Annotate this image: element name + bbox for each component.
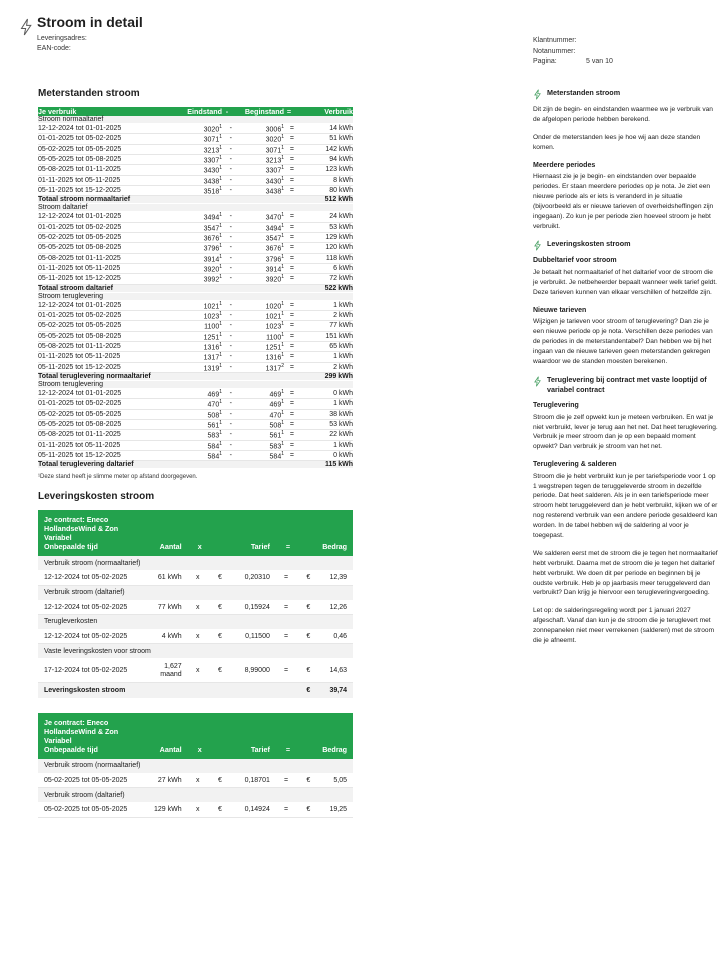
row-eindstand: 1319$^1$	[170, 362, 222, 372]
table-row: 01-01-2025 tot 05-02-2025 1023$^1$ - 1021$^1$ = 2 kWh	[38, 310, 353, 321]
row-period: 01-11-2025 tot 05-11-2025	[38, 175, 170, 185]
row-period: 12-12-2024 tot 05-02-2025	[38, 600, 137, 614]
group-label: Terugleverkosten	[38, 614, 353, 629]
sidebar-subheading: Nieuwe tarieven	[533, 306, 587, 314]
row-verbruik: 1 kWh	[294, 440, 353, 450]
sidebar-paragraph: Hiernaast zie je je begin- en eindstanden over bepaalde periodes. Er staan meerdere periodes op je nota. Je ziet een nieuwe periode als er iets is veranderd in je situatie (bijvoorbeeld als er nieuwe tarieven of overheidsheffingen zijn ingegaan). Zo kun je per periode zien hoeveel stroom je hebt verbruikt.	[533, 173, 714, 230]
row-period: 05-02-2025 tot 05-05-2025	[38, 144, 170, 154]
row-currency-2: €	[296, 629, 316, 643]
col-eindstand: Eindstand	[170, 107, 222, 116]
row-bedrag: 14,63	[316, 659, 353, 682]
row-verbruik: 80 kWh	[294, 185, 353, 195]
table-row	[38, 124, 353, 134]
row-verbruik: 2 kWh	[294, 362, 353, 372]
meta-row	[533, 47, 723, 58]
row-eindstand: 1023$^1$	[170, 310, 222, 320]
row-aantal: 4 kWh	[137, 629, 188, 643]
row-beginstand: 3796$^1$	[232, 253, 284, 263]
sidebar-subheading: Teruglevering	[533, 402, 579, 410]
row-currency-2: €	[296, 803, 316, 817]
bolt-icon	[533, 89, 542, 100]
row-eindstand: 3920$^1$	[170, 263, 222, 273]
row-bedrag: 12,39	[316, 571, 353, 585]
row-beginstand: $583^1$	[232, 440, 284, 450]
table-row: 05-11-2025 tot 15-12-2025 3518$^1$ - 3438$^1$ = 80 kWh	[38, 185, 353, 196]
sidebar-paragraph: Stroom die je hebt verbruikt kun je per tariefsperiode voor 1 op 1 wegstrepen tegen de teruggeleverde stroom in dezelfde periode. Dat heet salderen. Als je in een tariefsperiode meer stroom hebt teruggeleverd dan je hebt verbruikt, kijken we of er nog resterend verbruik van een andere periode gesaldeerd kan worden. In de tabel hebben wij de saldering al voor je toegepast.	[533, 472, 718, 540]
group-header-row	[38, 556, 353, 571]
row-eindstand: 1317$^1$	[170, 352, 222, 362]
row-period: 12-12-2024 tot 01-01-2025	[38, 388, 170, 398]
table-row: 05-02-2025 tot 05-05-2025 1100$^1$ - 1023$^1$ = 77 kWh	[38, 321, 353, 331]
row-beginstand: 1023$^1$	[232, 321, 284, 331]
row-aantal: 61 kWh	[137, 571, 188, 585]
table-row: 05-08-2025 tot 01-11-2025 $583^1$ - $561^1$ = 22 kWh	[38, 430, 353, 440]
row-period: 05-02-2025 tot 05-05-2025	[38, 321, 170, 331]
col-equals: =	[276, 713, 296, 759]
row-verbruik: 6 kWh	[294, 263, 353, 273]
row-period: 05-08-2025 tot 01-11-2025	[38, 253, 170, 263]
table-row	[38, 659, 353, 682]
table-row: 05-11-2025 tot 15-12-2025 3992$^1$ - 3920$^1$ = 72 kWh	[38, 274, 353, 284]
row-period: 05-11-2025 tot 15-12-2025	[38, 362, 170, 372]
sidebar-block-meterstanden	[533, 88, 718, 231]
group-label: Verbruik stroom (normaaltarief)	[38, 556, 353, 571]
row-currency-1: €	[208, 571, 228, 585]
row-verbruik: 151 kWh	[294, 331, 353, 341]
row-eindstand: 1021$^1$	[170, 300, 222, 310]
row-verbruik: 53 kWh	[294, 419, 353, 429]
row-beginstand: 3006$^1$	[232, 124, 284, 134]
row-eindstand: 3547$^1$	[170, 222, 222, 232]
document-meta	[533, 36, 723, 68]
bolt-icon	[533, 376, 542, 387]
group-total-row	[38, 372, 353, 380]
row-beginstand: $561^1$	[232, 430, 284, 440]
col-equals: =	[276, 510, 296, 556]
table-row: 01-11-2025 tot 05-11-2025 3920$^1$ - 3914$^1$ = 6 kWh	[38, 263, 353, 274]
row-tarief: 0,11500	[228, 629, 276, 643]
row-equals: =	[276, 773, 296, 787]
row-eindstand: 3307$^1$	[170, 154, 222, 164]
row-period: 12-12-2024 tot 01-01-2025	[38, 124, 170, 134]
row-eindstand: 3438$^1$	[170, 175, 222, 185]
table-row: 05-05-2025 tot 05-08-2025 $561^1$ - $508^1$ = 53 kWh	[38, 419, 353, 430]
row-period: 05-05-2025 tot 05-08-2025	[38, 243, 170, 253]
row-eindstand: 1316$^1$	[170, 341, 222, 351]
group-header-row	[38, 292, 353, 300]
row-period: 05-11-2025 tot 15-12-2025	[38, 274, 170, 284]
page-number-label: Pagina:	[533, 58, 557, 65]
row-currency-2: €	[296, 571, 316, 585]
sidebar-paragraph: Je betaalt het normaaltarief of het daltarief voor de stroom die je verbruikt. Je netbeheerder bepaalt wanneer welk tarief geldt. Deze tarieven kunnen van elkaar verschillen of hetzelfde zijn.	[533, 268, 718, 296]
row-eindstand: 3914$^1$	[170, 253, 222, 263]
table-row	[38, 629, 353, 643]
row-times: x	[188, 659, 208, 682]
table-row: 01-01-2025 tot 05-02-2025 $470^1$ - $469^1$ = 1 kWh	[38, 399, 353, 409]
row-times: x	[188, 773, 208, 787]
sidebar-subheading: Meerdere periodes	[533, 161, 596, 169]
col-bedrag: Bedrag	[316, 510, 353, 556]
bolt-icon	[18, 18, 34, 36]
table-total-row	[38, 682, 353, 698]
row-eindstand: 3494$^1$	[170, 212, 222, 222]
group-label: Verbruik stroom (daltarief)	[38, 585, 353, 600]
row-currency-1: €	[208, 803, 228, 817]
total-label: Totaal stroom daltarief	[38, 284, 294, 292]
col-equals: =	[284, 107, 294, 116]
table-row: 12-12-2024 tot 01-01-2025 3494$^1$ - 3470$^1$ = 24 kWh	[38, 212, 353, 222]
meter-readings-table	[38, 107, 353, 469]
row-beginstand: $470^1$	[232, 409, 284, 419]
document-header	[10, 14, 510, 54]
row-eindstand: 3430$^1$	[170, 165, 222, 175]
row-eindstand: 1251$^1$	[170, 331, 222, 341]
total-value: 115 kWh	[294, 461, 353, 469]
table-footnote: ¹Deze stand heeft je slimme meter op afstand doorgegeven.	[38, 474, 198, 481]
row-verbruik: 2 kWh	[294, 310, 353, 320]
customer-number-label: Klantnummer:	[533, 37, 577, 44]
table-row: 05-05-2025 tot 05-08-2025 1251$^1$ - 1100$^1$ = 151 kWh	[38, 331, 353, 341]
table-row: 12-12-2024 tot 01-01-2025 1021$^1$ - 1020$^1$ = 1 kWh	[38, 300, 353, 310]
meta-row	[533, 36, 723, 47]
table-row: 05-02-2025 tot 05-05-2025 $508^1$ - $470^1$ = 38 kWh	[38, 409, 353, 419]
row-currency-2: €	[296, 773, 316, 787]
row-beginstand: 3676$^1$	[232, 243, 284, 253]
row-currency-1: €	[208, 659, 228, 682]
row-eindstand: 3796$^1$	[170, 243, 222, 253]
sidebar-paragraph: We salderen eerst met de stroom die je tegen het normaaltarief hebt verbruikt. Daarna met de stroom die je tegen het daltarief hebt verbruikt. We doen dit per periode en beginnen bij je oudste verbruik. Heb je op jaarbasis meer teruggeleverd dan verbruikt? Dan krijg je hiervoor een terugleveringvergoeding.	[533, 549, 718, 597]
row-period: 05-11-2025 tot 15-12-2025	[38, 450, 170, 460]
table-row: 05-08-2025 tot 01-11-2025 3914$^1$ - 3796$^1$ = 118 kWh	[38, 253, 353, 263]
row-equals: =	[276, 803, 296, 817]
group-label: Vaste leveringskosten voor stroom	[38, 644, 353, 659]
ean-code-label: EAN-code:	[37, 45, 71, 53]
row-beginstand: $469^1$	[232, 399, 284, 409]
row-bedrag: 5,05	[316, 773, 353, 787]
table-row: 01-01-2025 tot 05-02-2025 3071$^1$ - 3020$^1$ = 51 kWh	[38, 134, 353, 144]
table-row	[38, 571, 353, 585]
row-period: 01-01-2025 tot 05-02-2025	[38, 399, 170, 409]
row-verbruik: 24 kWh	[294, 212, 353, 222]
table-row: 05-08-2025 tot 01-11-2025 1316$^1$ - 1251$^1$ = 65 kWh	[38, 341, 353, 352]
row-eindstand: 3071$^1$	[170, 134, 222, 144]
row-beginstand: 3020$^1$	[232, 134, 284, 144]
group-label: Stroom daltarief	[38, 204, 353, 212]
col-tarief: Tarief	[228, 510, 276, 556]
row-bedrag: 19,25	[316, 803, 353, 817]
section-title-leveringskosten: Leveringskosten stroom	[38, 491, 155, 503]
row-verbruik: 123 kWh	[294, 165, 353, 175]
table-row: 05-11-2025 tot 15-12-2025 1319$^1$ - 1317$^2$ = 2 kWh	[38, 362, 353, 372]
row-period: 01-11-2025 tot 05-11-2025	[38, 440, 170, 450]
sidebar-heading: Leveringskosten stroom	[547, 239, 631, 249]
row-period: 12-12-2024 tot 05-02-2025	[38, 629, 137, 643]
row-equals: =	[276, 571, 296, 585]
row-period: 12-12-2024 tot 01-01-2025	[38, 212, 170, 222]
row-eindstand: $469^1$	[170, 388, 222, 398]
row-tarief: 0,14924	[228, 803, 276, 817]
col-verbruik: Je verbruik	[38, 107, 170, 116]
row-times: x	[188, 600, 208, 614]
row-times: x	[188, 571, 208, 585]
row-verbruik: 8 kWh	[294, 175, 353, 185]
col-aantal: Aantal	[137, 713, 188, 759]
col-minus: -	[222, 107, 232, 116]
group-total-row	[38, 284, 353, 292]
row-beginstand: 3438$^1$	[232, 185, 284, 195]
total-label: Totaal teruglevering normaaltarief	[38, 372, 294, 380]
table-row: 01-01-2025 tot 05-02-2025 3547$^1$ - 3494$^1$ = 53 kWh	[38, 222, 353, 232]
row-verbruik: 53 kWh	[294, 222, 353, 232]
row-period: 12-12-2024 tot 01-01-2025	[38, 300, 170, 310]
row-verbruik: 1 kWh	[294, 399, 353, 409]
page-title: Stroom in detail	[37, 14, 143, 30]
table-header-row	[38, 107, 353, 116]
sidebar-subheading: Dubbeltarief voor stroom	[533, 257, 617, 265]
group-total-row	[38, 196, 353, 204]
table-row: 01-11-2025 tot 05-11-2025 3438$^1$ - 3430$^1$ = 8 kWh	[38, 175, 353, 185]
row-period: 05-02-2025 tot 05-05-2025	[38, 803, 137, 817]
total-value: 39,74	[316, 682, 353, 698]
row-verbruik: 38 kWh	[294, 409, 353, 419]
supply-costs-table-1	[38, 510, 353, 699]
row-equals: =	[284, 124, 294, 134]
row-equals: =	[276, 629, 296, 643]
row-verbruik: 22 kWh	[294, 430, 353, 440]
row-times: x	[188, 803, 208, 817]
row-beginstand: 3213$^1$	[232, 154, 284, 164]
row-beginstand: 3920$^1$	[232, 274, 284, 284]
row-times: x	[188, 629, 208, 643]
row-period: 05-08-2025 tot 01-11-2025	[38, 341, 170, 351]
col-times: x	[188, 713, 208, 759]
row-period: 01-01-2025 tot 05-02-2025	[38, 134, 170, 144]
row-eindstand: $508^1$	[170, 409, 222, 419]
total-value: 522 kWh	[294, 284, 353, 292]
page-number-value: 5 van 10	[586, 58, 613, 65]
row-eindstand: $584^1$	[170, 440, 222, 450]
total-value: 512 kWh	[294, 196, 353, 204]
row-currency-1: €	[208, 600, 228, 614]
col-verbruik-total: Verbruik	[294, 107, 353, 116]
row-verbruik: 1 kWh	[294, 300, 353, 310]
row-beginstand: 3307$^1$	[232, 165, 284, 175]
row-eindstand: $584^1$	[170, 450, 222, 460]
group-label: Stroom normaaltarief	[38, 116, 353, 124]
row-period: 12-12-2024 tot 05-02-2025	[38, 571, 137, 585]
row-period: 05-08-2025 tot 01-11-2025	[38, 165, 170, 175]
row-eindstand: 3518$^1$	[170, 185, 222, 195]
col-times: x	[188, 510, 208, 556]
row-period: 01-11-2025 tot 05-11-2025	[38, 263, 170, 273]
row-eindstand: 3676$^1$	[170, 232, 222, 242]
group-total-row	[38, 461, 353, 469]
row-beginstand: $584^1$	[232, 450, 284, 460]
row-currency-2: €	[296, 659, 316, 682]
row-verbruik: 51 kWh	[294, 134, 353, 144]
row-currency-1: €	[208, 629, 228, 643]
row-bedrag: 0,46	[316, 629, 353, 643]
row-aantal: 77 kWh	[137, 600, 188, 614]
table-row: 01-11-2025 tot 05-11-2025 $584^1$ - $583^1$ = 1 kWh	[38, 440, 353, 450]
meta-row	[533, 57, 723, 68]
invoice-number-label: Notanummer:	[533, 47, 576, 55]
row-aantal: 27 kWh	[137, 773, 188, 787]
row-bedrag: 12,26	[316, 600, 353, 614]
sidebar-paragraph: Wijzigen je tarieven voor stroom of teruglevering? Dan zie je een nieuwe periode op je nota. Verschillen deze periodes van de periodes in de meterstandentabel? Dan hebben we bij het ingaan van de nieuwe tarieven geen meterstanden gekregen waardoor we de standen moesten berekenen.	[533, 318, 713, 365]
table-row	[38, 803, 353, 817]
row-equals: =	[276, 600, 296, 614]
group-header-row	[38, 380, 353, 388]
group-label: Stroom teruglevering	[38, 292, 353, 300]
row-period: 05-11-2025 tot 15-12-2025	[38, 185, 170, 195]
row-verbruik: 65 kWh	[294, 341, 353, 351]
group-label: Stroom teruglevering	[38, 380, 353, 388]
table-row: 12-12-2024 tot 01-01-2025 $469^1$ - $469^1$ = 0 kWh	[38, 388, 353, 399]
table-row	[38, 773, 353, 787]
row-beginstand: 3547$^1$	[232, 232, 284, 242]
row-beginstand: 1021$^1$	[232, 310, 284, 320]
row-beginstand: 3470$^1$	[232, 212, 284, 222]
row-eindstand: 3992$^1$	[170, 274, 222, 284]
col-aantal: Aantal	[137, 510, 188, 556]
row-period: 05-05-2025 tot 05-08-2025	[38, 154, 170, 164]
table-row: 05-05-2025 tot 05-08-2025 3307$^1$ - 3213$^1$ = 94 kWh	[38, 154, 353, 165]
row-verbruik: 1 kWh	[294, 352, 353, 362]
row-currency-1: €	[208, 773, 228, 787]
table-row: 05-08-2025 tot 01-11-2025 3430$^1$ - 3307$^1$ = 123 kWh	[38, 165, 353, 175]
row-tarief: 8,99000	[228, 659, 276, 682]
row-period: 05-02-2025 tot 05-05-2025	[38, 232, 170, 242]
row-aantal: 1,627 maand	[137, 659, 188, 682]
row-period: 05-02-2025 tot 05-05-2025	[38, 773, 137, 787]
col-bedrag: Bedrag	[316, 713, 353, 759]
row-beginstand: 3430$^1$	[232, 175, 284, 185]
sidebar-paragraph: Stroom die je zelf opwekt kun je meteen verbruiken. En wat je niet verbruikt, lever je terug aan het net. Dat heet teruglevering. Verbruik je meer stroom dan je op een bepaald moment opwekt? Dan verbruik je stroom van het net.	[533, 413, 718, 451]
contract-label: Je contract: Eneco HollandseWind & Zon Variabel Onbepaalde tijd	[38, 510, 137, 556]
table-row: 05-02-2025 tot 05-05-2025 3676$^1$ - 3547$^1$ = 129 kWh	[38, 232, 353, 243]
group-header-row	[38, 788, 353, 803]
row-minus: -	[222, 124, 232, 134]
bolt-icon	[533, 240, 542, 251]
col-tarief: Tarief	[228, 713, 276, 759]
total-label: Leveringskosten stroom	[38, 682, 296, 698]
group-header-row	[38, 759, 353, 774]
row-period: 01-11-2025 tot 05-11-2025	[38, 352, 170, 362]
row-period: 05-02-2025 tot 05-05-2025	[38, 409, 170, 419]
table-row: 01-11-2025 tot 05-11-2025 1317$^1$ - 1316$^1$ = 1 kWh	[38, 352, 353, 362]
left-column	[38, 88, 353, 818]
row-eindstand: $561^1$	[170, 419, 222, 429]
row-aantal: 129 kWh	[137, 803, 188, 817]
col-beginstand: Beginstand	[232, 107, 284, 116]
table-row: 05-11-2025 tot 15-12-2025 $584^1$ - $584^1$ = 0 kWh	[38, 450, 353, 461]
row-period: 05-05-2025 tot 05-08-2025	[38, 331, 170, 341]
row-beginstand: 1316$^1$	[232, 352, 284, 362]
table-row	[38, 600, 353, 614]
supply-costs-table-2	[38, 713, 353, 818]
row-verbruik: 129 kWh	[294, 232, 353, 242]
row-period: 05-05-2025 tot 05-08-2025	[38, 419, 170, 429]
total-value: 299 kWh	[294, 372, 353, 380]
row-verbruik: 0 kWh	[294, 450, 353, 460]
row-beginstand: 1100$^1$	[232, 331, 284, 341]
row-period: 01-01-2025 tot 05-02-2025	[38, 222, 170, 232]
sidebar-explanations	[533, 88, 718, 654]
group-header-row	[38, 644, 353, 659]
group-label: Verbruik stroom (normaaltarief)	[38, 759, 353, 774]
sidebar-paragraph: Dit zijn de begin- en eindstanden waarmee we je verbruik van de afgelopen periode hebben berekend.	[533, 106, 713, 123]
sidebar-paragraph: Onder de meterstanden lees je hoe wij aan deze standen komen.	[533, 133, 701, 151]
sidebar-heading: Teruglevering bij contract met vaste looptijd of variabel contract	[547, 374, 707, 395]
row-eindstand: $583^1$	[170, 430, 222, 440]
group-header-row	[38, 116, 353, 124]
row-verbruik: 77 kWh	[294, 321, 353, 331]
row-eindstand: 3213$^1$	[170, 144, 222, 154]
row-tarief: 0,20310	[228, 571, 276, 585]
sidebar-paragraph: Let op: de salderingsregeling wordt per 1 januari 2027 afgeschaft. Vanaf dan kun je de stroom die je teruglevert met zonnepanelen niet meer verrekenen (salderen) met de stroom die je afneemt.	[533, 607, 715, 645]
sidebar-block-leveringskosten	[533, 239, 718, 366]
row-verbruik: 0 kWh	[294, 388, 353, 398]
row-beginstand: $469^1$	[232, 388, 284, 398]
total-label: Totaal stroom normaaltarief	[38, 196, 294, 204]
total-label: Totaal teruglevering daltarief	[38, 461, 294, 469]
row-period: 05-08-2025 tot 01-11-2025	[38, 430, 170, 440]
row-verbruik: 14 kWh	[294, 124, 353, 134]
row-eindstand: $470^1$	[170, 399, 222, 409]
group-label: Verbruik stroom (daltarief)	[38, 788, 353, 803]
sidebar-heading: Meterstanden stroom	[547, 88, 621, 97]
total-currency: €	[296, 682, 316, 698]
sidebar-subheading: Teruglevering & salderen	[533, 461, 617, 469]
group-header-row	[38, 204, 353, 212]
row-eindstand: 1100$^1$	[170, 321, 222, 331]
row-tarief: 0,15924	[228, 600, 276, 614]
table-header-row	[38, 713, 353, 759]
row-beginstand: 1020$^1$	[232, 300, 284, 310]
row-eindstand: 3020$^1$	[170, 124, 222, 134]
row-beginstand: 1251$^1$	[232, 341, 284, 351]
table-row: 05-05-2025 tot 05-08-2025 3796$^1$ - 3676$^1$ = 120 kWh	[38, 243, 353, 253]
row-verbruik: 142 kWh	[294, 144, 353, 154]
section-title-meterstanden: Meterstanden stroom	[38, 88, 140, 99]
group-header-row	[38, 614, 353, 629]
row-period: 01-01-2025 tot 05-02-2025	[38, 310, 170, 320]
row-beginstand: 1317$^2$	[232, 362, 284, 372]
row-verbruik: 94 kWh	[294, 154, 353, 164]
row-beginstand: 3071$^1$	[232, 144, 284, 154]
row-beginstand: $508^1$	[232, 419, 284, 429]
supply-address-label: Leveringsadres:	[37, 35, 87, 42]
table-row: 05-02-2025 tot 05-05-2025 3213$^1$ - 3071$^1$ = 142 kWh	[38, 144, 353, 154]
row-equals: =	[276, 659, 296, 682]
row-tarief: 0,18701	[228, 773, 276, 787]
row-beginstand: 3494$^1$	[232, 222, 284, 232]
row-verbruik: 72 kWh	[294, 274, 353, 284]
contract-label: Je contract: Eneco HollandseWind & Zon Variabel Onbepaalde tijd	[38, 713, 137, 759]
row-verbruik: 118 kWh	[294, 253, 353, 263]
row-verbruik: 120 kWh	[294, 243, 353, 253]
group-header-row	[38, 585, 353, 600]
table-header-row	[38, 510, 353, 556]
row-beginstand: 3914$^1$	[232, 263, 284, 273]
sidebar-block-teruglevering	[533, 375, 718, 646]
row-currency-2: €	[296, 600, 316, 614]
row-period: 17-12-2024 tot 05-02-2025	[38, 659, 137, 682]
